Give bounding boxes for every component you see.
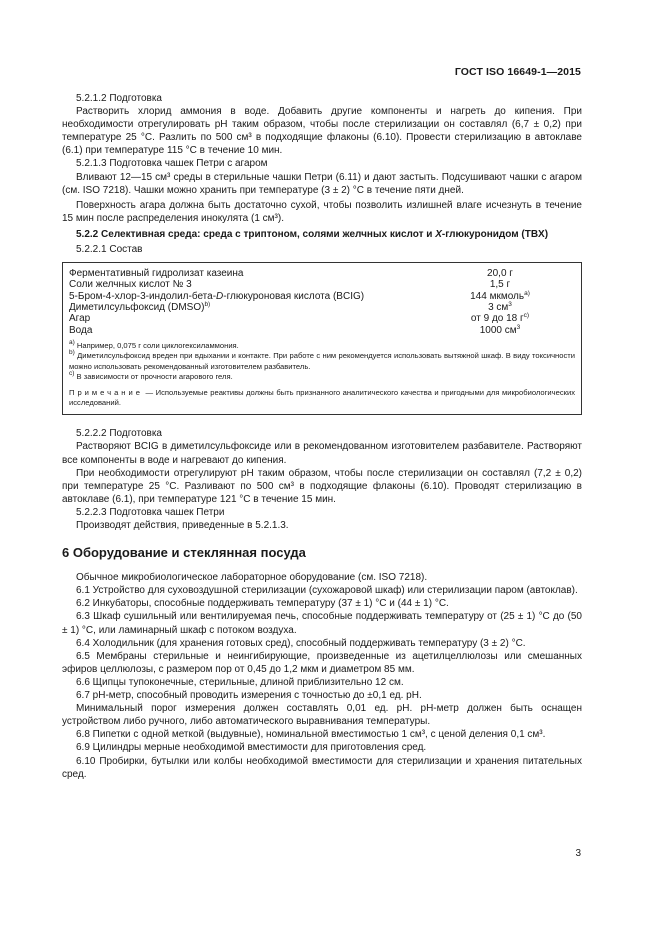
section-5-2-2-3-text: Производят действия, приведенные в 5.2.1.3. [76, 520, 289, 531]
footnote-a [69, 338, 575, 351]
component-name-part-b: -глюкуроновая кислота (BCIG) [223, 290, 365, 302]
footnote-text: В зависимости от прочности агарового геля. [76, 372, 233, 382]
unit-superscript: 3 [516, 323, 521, 331]
section-5-2-1-2-title: 5.2.1.2 Подготовка [76, 93, 162, 104]
component-name [69, 302, 425, 313]
component-name [69, 291, 425, 302]
note-text: — Используемые реактивы должны быть признанного аналитического качества и пригодными для микробиологических исследований. [69, 387, 575, 407]
section-title-italic: X [435, 228, 442, 240]
equipment-item: 6.5 Мембраны стерильные и неингибирующие, произведенные из ацетилцеллюлозы или смешанных эфиров целлюлозы, с размером пор от 0,45 до 1,2 мкм и диаметром 85 мм. [62, 650, 582, 675]
equipment-item: 6.10 Пробирки, бутылки или колбы необходимой вместимости для стерилизации и хранения питательных сред. [62, 755, 582, 780]
composition-row [69, 325, 575, 336]
component-name-text: Диметилсульфоксид (DMSO) [69, 302, 205, 314]
footnote-mark: c) [523, 312, 530, 320]
component-amount: 1,5 г [489, 279, 511, 291]
component-amount [425, 313, 575, 324]
footnote-text: Диметилсульфоксид вреден при вдыхании и контакте. При работе с ним рекомендуется использовать вытяжной шкаф. В виду токсичности можно использовать рекомендованный изготовителем разбавитель. [69, 351, 575, 371]
composition-row [69, 302, 575, 313]
component-name: Соли желчных кислот № 3 [69, 279, 192, 291]
footnote-mark: b) [69, 349, 75, 357]
footnote-mark: а) [69, 338, 75, 346]
component-name-part-a: 5-Бром-4-хлор-3-индолил-бета- [69, 290, 217, 302]
equipment-item: 6.1 Устройство для суховоздушной стерилизации (сухожаровой шкаф) или стерилизации паром (автоклав). [76, 585, 578, 597]
section-5-2-1-3-text: Вливают 12—15 см³ среды в стерильные чашки Петри (6.11) и дают застыть. Подсушивают чашки с агаром (см. ISO 7218). Чашки можно хранить при температуре (3 ± 2) °С в течение пяти дней. [62, 171, 582, 196]
unit-superscript: 3 [508, 301, 512, 309]
section-5-2-2-3-title: 5.2.2.3 Подготовка чашек Петри [76, 506, 225, 518]
section-6-heading: 6 Оборудование и стеклянная посуда [62, 545, 306, 561]
component-amount-value: 144 мкмоль [470, 290, 525, 302]
equipment-item: 6.6 Щипцы тупоконечные, стерильные, длиной приблизительно 12 см. [76, 676, 404, 688]
section-6-intro: Обычное микробиологическое лабораторное оборудование (см. ISO 7218). [76, 572, 428, 584]
equipment-item: 6.4 Холодильник (для хранения готовых сред), способный поддерживать температуру (3 ± 2) °С. [76, 637, 526, 649]
section-5-2-1-2-text: Растворить хлорид аммония в воде. Добавить другие компоненты и нагреть до кипения. При необходимости отрегулировать pH таким образом, чтобы после стерилизации он составлял (6,7 ± 0,2) при температуре 25 °С. Разлить по 500 см³ в подходящие флаконы (6.10). Провести стерилизацию в автоклаве (6.1) при температуре 115 °С в течение 10 мин. [62, 106, 582, 157]
component-amount [425, 325, 575, 336]
page-content [62, 92, 582, 781]
composition-table [62, 262, 582, 415]
footnote-mark: а) [524, 289, 530, 297]
section-5-2-2-2-text: При необходимости отрегулируют pH таким образом, чтобы после стерилизации он составлял (7,2 ± 0,2) при температуре 25 °С. Разливают по 500 см³ в подходящие флаконы (6.10). Проводят стерилизацию в автоклаве (6.1), при температуре 121 °С в течение 15 мин. [62, 467, 582, 505]
section-5-2-2-2-title: 5.2.2.2 Подготовка [76, 428, 162, 440]
equipment-item: 6.2 Инкубаторы, способные поддерживать температуру (37 ± 1) °С и (44 ± 1) °С. [76, 598, 449, 610]
equipment-item: Минимальный порог измерения должен составлять 0,01 ед. pH. pH-метр должен быть оснащен устройством либо ручного, либо автоматического выравнивания температуры. [62, 703, 582, 728]
table-footnotes [69, 338, 575, 408]
equipment-item: 6.3 Шкаф сушильный или вентилируемая печь, способные поддерживать температуру от (25 ± 1) °С до (50 ± 1) °С, или ламинарный шкаф с потоком воздуха. [62, 611, 582, 636]
section-title-part-b: -глюкуронидом (TBX) [441, 228, 549, 240]
composition-row [69, 268, 575, 279]
section-number: 5.2.2 [76, 228, 99, 240]
equipment-item: 6.9 Цилиндры мерные необходимой вместимости для приготовления сред. [76, 742, 427, 754]
section-5-2-2-heading [62, 228, 582, 241]
component-name-italic: D [216, 290, 224, 302]
component-amount [425, 291, 575, 302]
footnote-c [69, 372, 575, 382]
component-amount: 20,0 г [487, 268, 513, 280]
component-name: Ферментативный гидролизат казеина [69, 268, 244, 280]
component-name: Агар [69, 313, 91, 325]
section-5-2-2-2-text: Растворяют BCIG в диметилсульфоксиде или в рекомендованном изготовителем разбавителе. Растворяют все компоненты в воде и нагревают до кипения. [62, 441, 582, 466]
component-amount [425, 302, 575, 313]
document-header: ГОСТ ISO 16649-1—2015 [454, 66, 581, 78]
component-amount-value: 3 см [488, 302, 509, 314]
component-amount-value: от 9 до 18 г [470, 313, 524, 325]
composition-row [69, 291, 575, 302]
equipment-item: 6.8 Пипетки с одной меткой (выдувные), номинальной вместимостью 1 см³, с ценой деления 0,1 см³. [76, 729, 546, 741]
footnote-mark: b) [204, 301, 211, 309]
composition-row [69, 313, 575, 324]
footnote-text: Например, 0,075 г соли циклогексиламмония. [76, 340, 239, 350]
footnote-mark: c) [69, 370, 75, 378]
section-5-2-2-1-title: 5.2.2.1 Состав [76, 244, 143, 256]
section-5-2-1-3-title: 5.2.1.3 Подготовка чашек Петри с агаром [76, 158, 268, 170]
section-title-part-a: Селективная среда: среда с триптоном, солями желчных кислот и [101, 228, 436, 240]
note-label: Примечание [69, 387, 143, 397]
component-name: Вода [69, 324, 93, 336]
footnote-b [69, 351, 575, 372]
table-note [69, 388, 575, 409]
section-5-2-1-3-note: Поверхность агара должна быть достаточно сухой, чтобы позволить излишней влаге исчезнуть в течение 15 мин после распределения инокулята (1 см³). [62, 199, 582, 224]
equipment-item: 6.7 pH-метр, способный проводить измерения с точностью до ±0,1 ед. pH. [76, 690, 422, 702]
component-amount-value: 1000 см [479, 324, 517, 336]
composition-row [69, 279, 575, 290]
page-number: 3 [575, 848, 581, 859]
